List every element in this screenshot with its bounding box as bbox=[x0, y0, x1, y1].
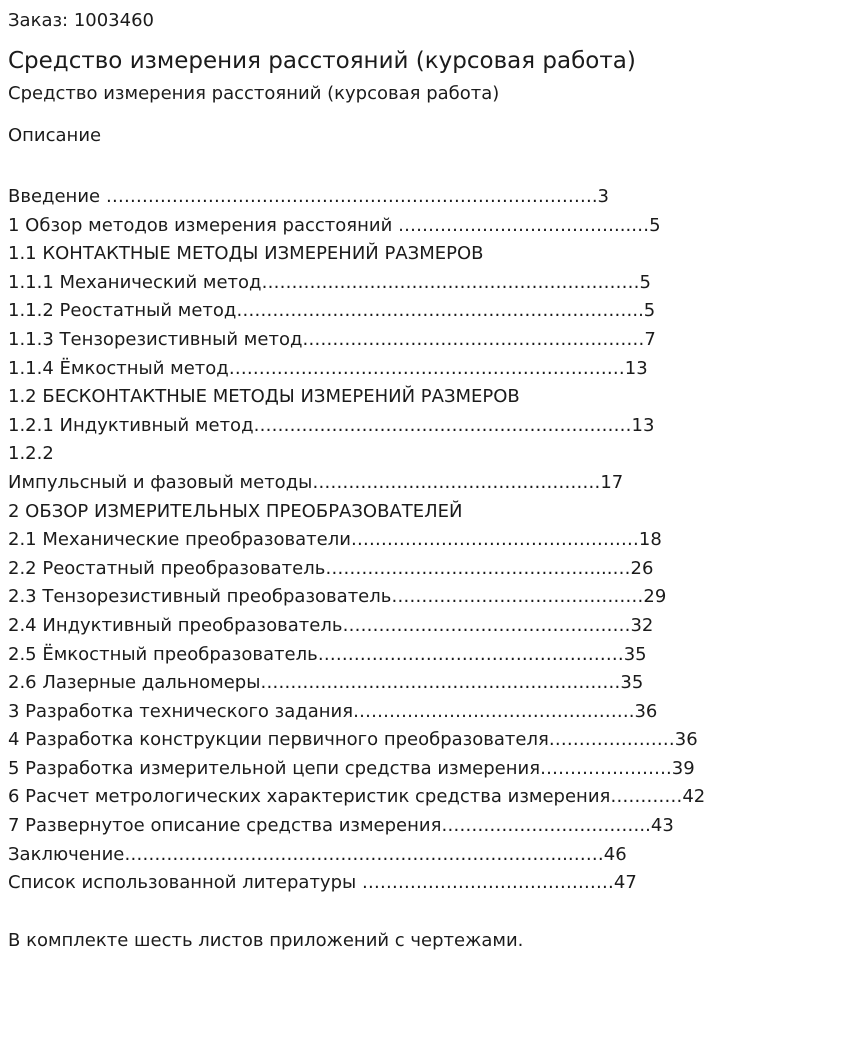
toc-entry: 1.2.2 bbox=[8, 443, 54, 465]
toc-entry: 2 ОБЗОР ИЗМЕРИТЕЛЬНЫХ ПРЕОБРАЗОВАТЕЛЕЙ bbox=[8, 500, 463, 522]
toc-entry: Заключение………………………………………………………………..……46 bbox=[8, 843, 627, 865]
toc-entry: 2.2 Реостатный преобразователь………………………………………...…26 bbox=[8, 557, 654, 579]
toc-entry: 1.1.1 Механический метод………………………………………………………5 bbox=[8, 271, 651, 293]
appendix-note: В комплекте шесть листов приложений с чертежами. bbox=[8, 929, 524, 951]
toc-entry: Список использованной литературы ……………………………………47 bbox=[8, 872, 637, 894]
page-subtitle: Средство измерения расстояний (курсовая работа) bbox=[8, 83, 500, 104]
toc-entry: Введение ……………………………………………………………………….3 bbox=[8, 186, 609, 207]
toc-entry: 1.1.3 Тензорезистивный метод…………………………………………………7 bbox=[8, 328, 656, 350]
toc-entry: 1.1 КОНТАКТНЫЕ МЕТОДЫ ИЗМЕРЕНИЙ РАЗМЕРОВ bbox=[8, 243, 484, 265]
toc-entry: 2.1 Механические преобразователи…………………………………………18 bbox=[8, 529, 662, 551]
toc-entry: 1.2.1 Индуктивный метод………………………………………………………13 bbox=[8, 414, 655, 436]
toc-entry: 7 Развернутое описание средства измерения……………………………..43 bbox=[8, 815, 674, 837]
toc-entry: 1 Обзор методов измерения расстояний ………………………………...…5 bbox=[8, 214, 661, 236]
order-number: Заказ: 1003460 bbox=[8, 10, 154, 31]
table-of-contents bbox=[8, 183, 839, 898]
toc-entry: 2.4 Индуктивный преобразователь…………………………………………32 bbox=[8, 614, 654, 636]
toc-entry: Импульсный и фазовый методы…………………………………………17 bbox=[8, 471, 624, 493]
toc-entry: 3 Разработка технического задания………………….…………………….36 bbox=[8, 700, 658, 722]
toc-entry: 2.3 Тензорезистивный преобразователь……………………………………29 bbox=[8, 586, 667, 608]
toc-entry: 1.1.4 Ёмкостный метод…………………………………………………………13 bbox=[8, 357, 648, 379]
description-heading: Описание bbox=[8, 125, 102, 146]
toc-entry: 1.1.2 Реостатный метод…………………………………………………………..5 bbox=[8, 300, 656, 322]
toc-entry: 2.6 Лазерные дальномеры……………………………………………………35 bbox=[8, 672, 644, 694]
toc-entry: 2.5 Ёмкостный преобразователь……………………………………………35 bbox=[8, 643, 647, 665]
toc-entry: 1.2 БЕСКОНТАКТНЫЕ МЕТОДЫ ИЗМЕРЕНИЙ РАЗМЕРОВ bbox=[8, 386, 520, 408]
page-title: Средство измерения расстояний (курсовая работа) bbox=[8, 48, 636, 74]
toc-entry: 6 Расчет метрологических характеристик средства измерения…………42 bbox=[8, 786, 706, 808]
toc-entry: 5 Разработка измерительной цепи средства измерения………………….39 bbox=[8, 757, 695, 779]
toc-entry: 4 Разработка конструкции первичного преобразователя…………………36 bbox=[8, 729, 698, 751]
